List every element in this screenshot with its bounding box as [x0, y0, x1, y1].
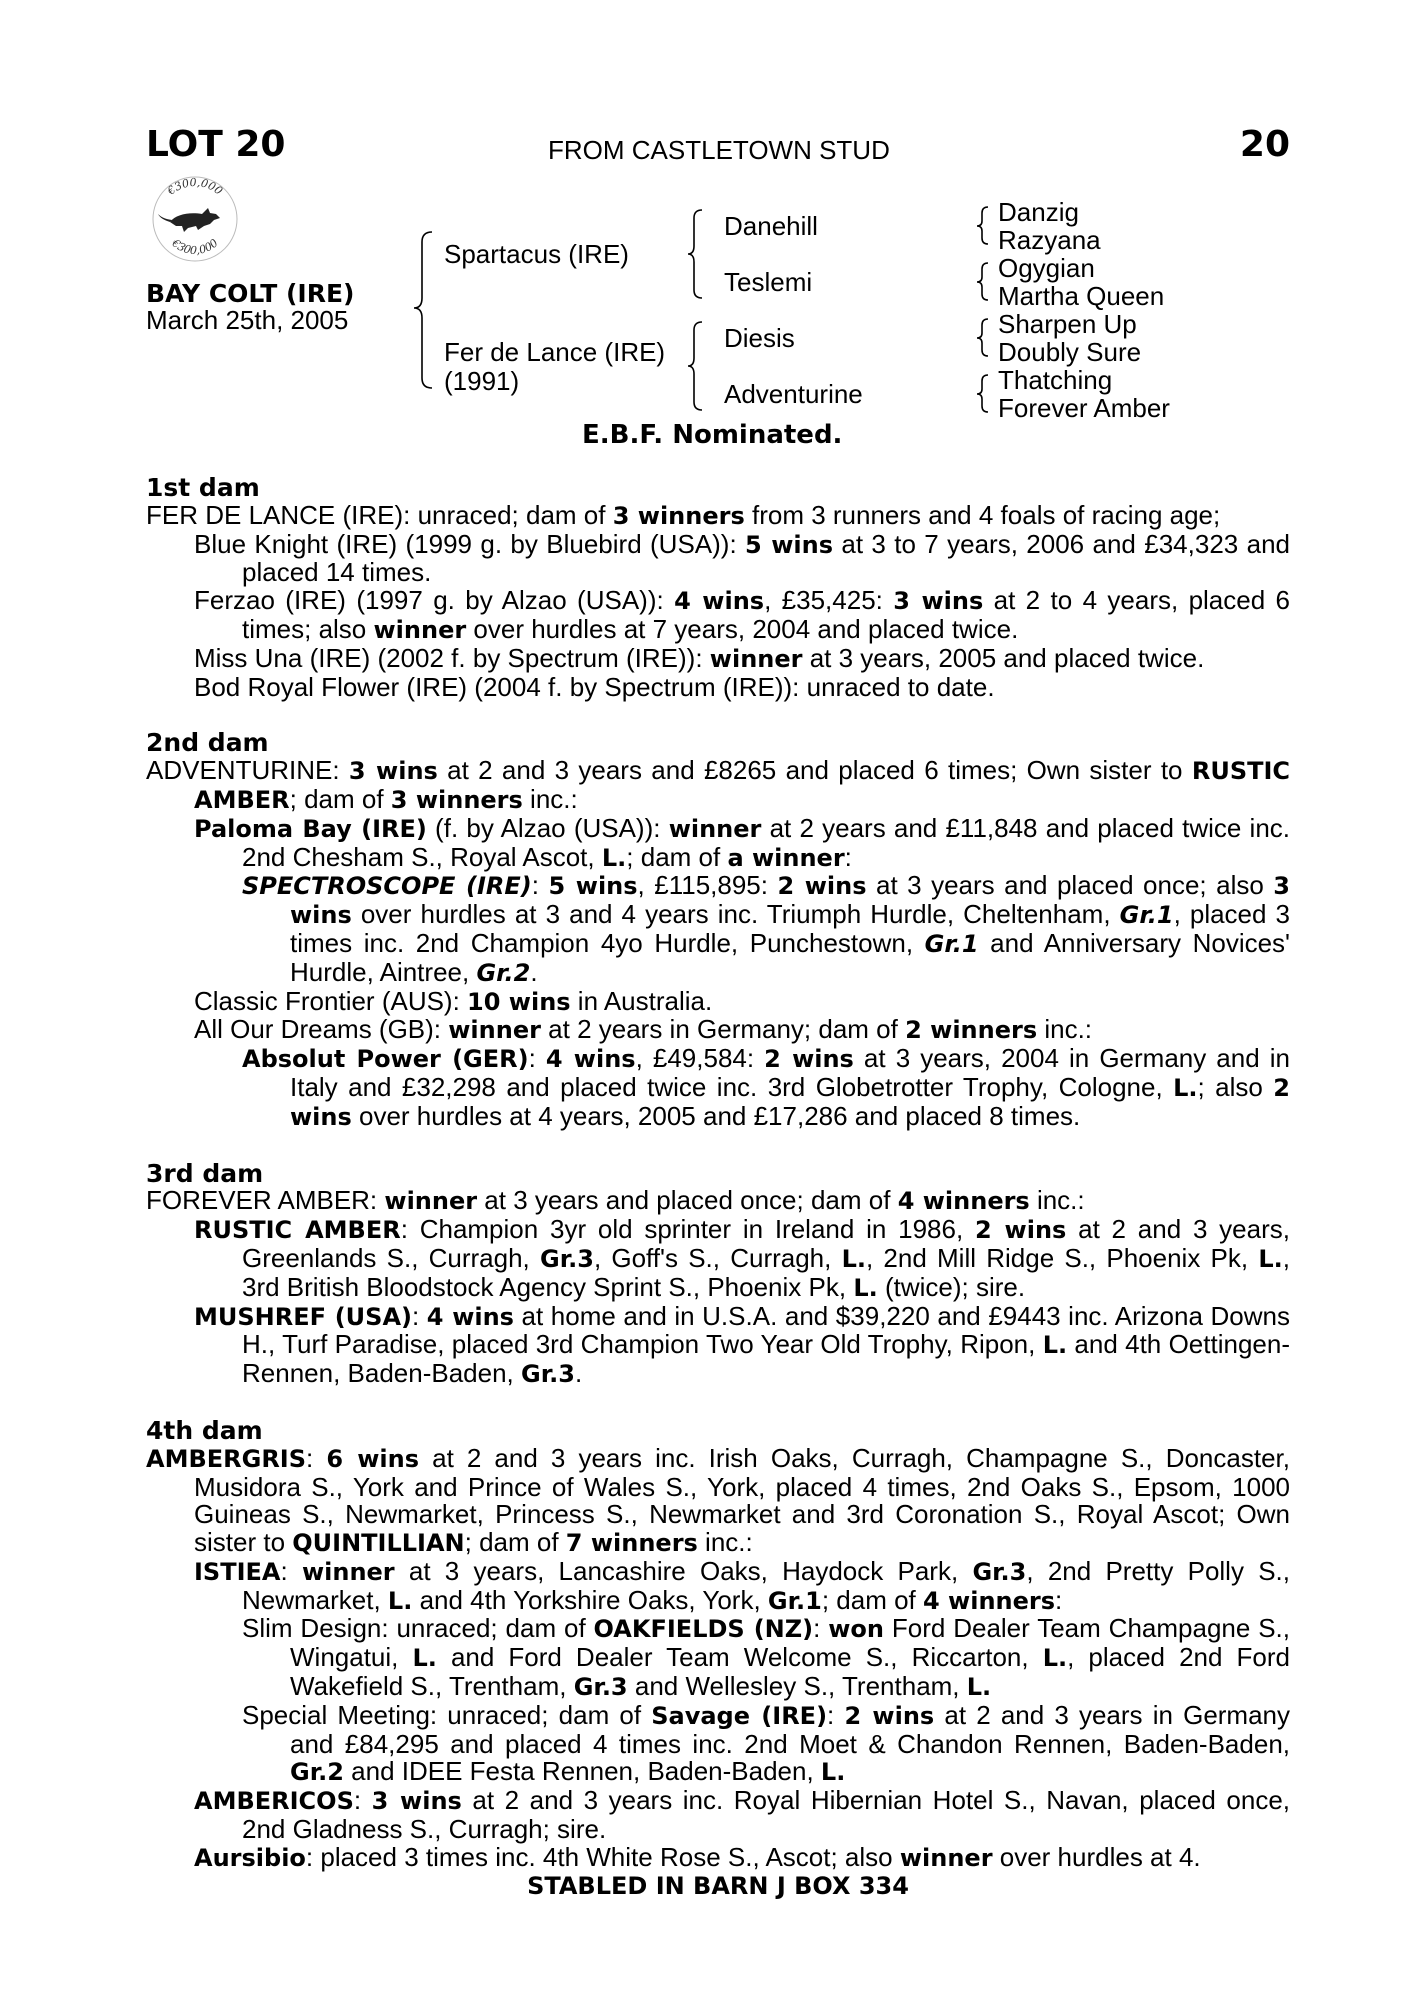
- bold-text: L.: [1042, 1331, 1068, 1360]
- text-run: :: [827, 1699, 845, 1730]
- ggs-6: Doubly Sure: [998, 337, 1142, 367]
- bold-text: 3 wins: [371, 1787, 462, 1816]
- bold-text: AMBERGRIS: [146, 1444, 307, 1473]
- bold-text: 2 wins: [974, 1216, 1067, 1245]
- bold-text: L.: [1258, 1244, 1283, 1273]
- bold-text: L.: [1042, 1644, 1068, 1673]
- produce-entry: [146, 642, 1290, 674]
- text-run: , £115,895:: [637, 870, 778, 901]
- bold-text: Gr.3: [573, 1673, 628, 1702]
- text-run: Classic Frontier (AUS):: [194, 985, 468, 1016]
- text-run: :: [412, 1300, 427, 1331]
- bold-text: Gr.2: [290, 1758, 344, 1787]
- text-run: :: [813, 1613, 829, 1644]
- dam-section: [146, 474, 1290, 701]
- gs-brace-2: [977, 263, 988, 300]
- dam-section: [146, 1160, 1290, 1389]
- bold-text: winner: [448, 1016, 541, 1045]
- bold-text: L.: [966, 1673, 992, 1702]
- text-run: at 2 and 3 years inc. Royal Hibernian Hotel S., Navan, placed once, 2nd Gladness S., Curragh; sire.: [242, 1785, 1291, 1845]
- bold-text: Savage (IRE): [651, 1701, 828, 1730]
- text-run: .: [574, 1358, 583, 1389]
- text-run: .: [530, 956, 538, 987]
- produce-entry: [146, 1555, 1290, 1616]
- text-run: :: [844, 841, 852, 872]
- text-run: over hurdles at 4.: [992, 1841, 1201, 1872]
- sire-brace: [688, 210, 702, 298]
- bold-text: ISTIEA: [194, 1557, 281, 1586]
- text-run: at 3 years and placed once; also: [866, 870, 1274, 901]
- section-heading: 3rd dam: [146, 1158, 264, 1188]
- bold-text: 4 winners: [897, 1187, 1030, 1216]
- bold-text: MUSHREF (USA): [194, 1302, 412, 1331]
- bold-text: Gr.1: [1119, 901, 1174, 930]
- bold-text: L.: [841, 1244, 866, 1273]
- bold-text: 3 wins: [348, 757, 438, 786]
- produce-entry: [146, 528, 1290, 588]
- stabling-footer: STABLED IN BARN J BOX 334: [527, 1871, 909, 1900]
- produce-entry: [146, 1699, 1291, 1787]
- bold-text: Gr.2: [476, 958, 531, 987]
- bold-text: winner: [668, 814, 762, 843]
- bold-text: 5 wins: [548, 872, 638, 901]
- logo-bottom-text: €300,000: [169, 236, 221, 258]
- dam-section: [146, 1417, 1290, 1873]
- bold-text: Gr.1: [767, 1586, 822, 1615]
- text-run: inc.:: [697, 1527, 753, 1558]
- bold-text: RUSTIC AMBER: [194, 757, 1291, 814]
- foaling-date: March 25th, 2005: [146, 305, 349, 335]
- dam-name: Fer de Lance (IRE): [444, 337, 666, 367]
- dam-section: [146, 729, 1290, 1131]
- text-run: inc.:: [522, 783, 578, 814]
- text-run: at 3 years, 2004 in Germany and in Italy and £32,298 and placed twice inc. 3rd Globetrotter Trophy, Cologne,: [290, 1043, 1290, 1102]
- section-heading: 4th dam: [146, 1415, 263, 1445]
- ggs-7: Thatching: [998, 365, 1113, 395]
- horse-title: BAY COLT (IRE): [146, 279, 355, 308]
- text-run: inc.:: [1029, 1185, 1085, 1216]
- text-run: :: [306, 1442, 327, 1473]
- bold-text: 5 wins: [745, 530, 834, 559]
- text-run: Ford Dealer Team Champagne S., Wingatui,: [290, 1613, 1290, 1673]
- bold-text: L.: [1173, 1073, 1198, 1102]
- text-run: from 3 runners and 4 foals of racing age;: [744, 499, 1221, 530]
- text-run: : Champion 3yr old sprinter in Ireland in 1986,: [400, 1214, 975, 1245]
- text-run: over hurdles at 3 and 4 years inc. Triumph Hurdle, Cheltenham,: [351, 899, 1120, 930]
- text-run: , £35,425:: [764, 585, 894, 616]
- bold-text: QUINTILLIAN: [292, 1529, 465, 1558]
- produce-entry: [146, 812, 1290, 873]
- produce-entry: [146, 587, 1290, 645]
- dam-brace: [688, 322, 702, 410]
- text-run: at 2 and 3 years in Germany and £84,295 and placed 4 times inc. 2nd Moet & Chandon Rennen, Baden-Baden,: [290, 1699, 1291, 1759]
- text-run: and Ford Dealer Team Welcome S., Riccarton,: [436, 1642, 1043, 1673]
- lot-label: LOT 20: [146, 124, 286, 165]
- catalogue-body: [146, 474, 1290, 1900]
- text-run: ; dam of: [626, 841, 728, 872]
- bold-text: 3 wins: [893, 587, 984, 616]
- text-run: Ferzao (IRE) (1997 g. by Alzao (USA)):: [194, 585, 675, 616]
- text-run: , placed 2nd Ford Wakefield S., Trentham,: [290, 1642, 1290, 1702]
- text-run: at home and in U.S.A. and $39,220 and £9443 inc. Arizona Downs H., Turf Paradise, placed 3rd Champion Two Year Old Trophy, Ripon,: [242, 1300, 1290, 1360]
- bold-text: 4 winners: [923, 1586, 1056, 1615]
- text-run: :: [280, 1555, 302, 1586]
- bold-text: Paloma Bay (IRE): [194, 814, 427, 843]
- gs-brace-1: [977, 207, 988, 244]
- text-run: and 4th Oettingen-Rennen, Baden-Baden,: [242, 1329, 1290, 1389]
- text-run: at 3 years and placed once; dam of: [477, 1185, 898, 1216]
- ggs-8: Forever Amber: [998, 393, 1170, 423]
- text-run: at 2 to 4 years, placed 6 times; also: [242, 585, 1291, 644]
- sire-name: Spartacus (IRE): [444, 239, 629, 269]
- text-run: , Goff's S., Curragh,: [593, 1242, 842, 1273]
- produce-entry: [146, 1216, 1290, 1302]
- produce-entry: [146, 872, 1290, 987]
- text-run: at 2 years in Germany; dam of: [540, 1014, 906, 1045]
- bold-text: 10 wins: [467, 987, 571, 1016]
- lot-number: 20: [1239, 124, 1290, 165]
- produce-entry: [146, 499, 1290, 531]
- produce-entry: [146, 1300, 1290, 1389]
- text-run: at 3 to 7 years, 2006 and £34,323 and placed 14 times.: [242, 528, 1290, 588]
- main-brace: [414, 232, 432, 388]
- text-run: Special Meeting: unraced; dam of: [242, 1699, 652, 1730]
- bold-text: 7 winners: [565, 1529, 698, 1558]
- section-heading: 2nd dam: [146, 728, 269, 758]
- bold-text: Absolut Power (GER): [242, 1045, 529, 1074]
- produce-entry: [146, 1841, 1290, 1873]
- bold-text: winner: [709, 644, 803, 673]
- bold-text: Gr.3: [540, 1244, 594, 1273]
- text-run: :: [528, 1043, 546, 1074]
- produce-entry: [146, 1016, 1290, 1045]
- text-run: :: [1055, 1584, 1063, 1615]
- text-run: ; dam of: [464, 1527, 566, 1558]
- ebf-nominated: E.B.F. Nominated.: [582, 420, 843, 450]
- produce-entry: [146, 1442, 1290, 1558]
- ggs-1: Danzig: [998, 197, 1079, 227]
- text-run: over hurdles at 4 years, 2005 and £17,286 and placed 8 times.: [351, 1100, 1081, 1131]
- text-run: :: [531, 870, 549, 901]
- text-run: ; also: [1197, 1071, 1274, 1102]
- text-run: at 2 and 3 years and £8265 and placed 6 times; Own sister to: [437, 755, 1192, 786]
- sire-dam: Teslemi: [724, 267, 813, 297]
- produce-entry: [146, 757, 1290, 815]
- text-run: , 3rd British Bloodstock Agency Sprint S., Phoenix Pk,: [242, 1242, 1290, 1302]
- produce-entry: [146, 671, 1290, 702]
- ggs-5: Sharpen Up: [998, 309, 1137, 339]
- text-run: , 2nd Pretty Polly S., Newmarket,: [242, 1555, 1290, 1615]
- bold-text: 2 wins: [844, 1701, 935, 1730]
- ggs-4: Martha Queen: [998, 281, 1165, 311]
- text-run: in Australia.: [570, 985, 713, 1016]
- pedigree-braces: [0, 0, 1428, 440]
- bold-text: Gr.1: [924, 929, 979, 958]
- text-run: at 2 and 3 years, Greenlands S., Curragh,: [242, 1214, 1290, 1273]
- logo-top-text: €300,000: [164, 175, 226, 198]
- bold-text: winner: [301, 1557, 395, 1586]
- bold-text: L.: [387, 1586, 413, 1615]
- produce-entry: [146, 1615, 1290, 1701]
- bold-text: 4 wins: [426, 1302, 514, 1331]
- text-run: and Wellesley S., Trentham,: [627, 1671, 967, 1702]
- section-heading: 1st dam: [146, 473, 260, 502]
- text-run: FOREVER AMBER:: [146, 1185, 385, 1216]
- gs-brace-3: [977, 319, 988, 356]
- ggs-2: Razyana: [998, 225, 1101, 255]
- text-run: Miss Una (IRE) (2002 f. by Spectrum (IRE)):: [194, 642, 710, 673]
- text-run: at 2 and 3 years inc. Irish Oaks, Curragh, Champagne S., Doncaster, Musidora S., York and Prince of Wales S., York, placed 4 times, 2nd Oaks S., Epsom, 1000 Guineas S., Newmarket, Princess S., Newmarket and 3rd Coronation S., Royal Ascot; Own sister to: [194, 1442, 1290, 1558]
- text-run: and 4th Yorkshire Oaks, York,: [412, 1584, 768, 1615]
- vendor-line: FROM CASTLETOWN STUD: [548, 135, 890, 165]
- bold-text: 2 wins: [290, 1073, 1290, 1131]
- text-run: :: [353, 1785, 372, 1816]
- text-run: ADVENTURINE:: [146, 755, 349, 786]
- bold-text: 2 wins: [764, 1045, 854, 1074]
- bold-text: L.: [820, 1758, 846, 1787]
- text-run: (f. by Alzao (USA)):: [426, 812, 669, 843]
- text-run: Slim Design: unraced; dam of: [242, 1613, 594, 1644]
- text-run: All Our Dreams (GB):: [194, 1014, 449, 1045]
- bold-text: SPECTROSCOPE (IRE): [242, 872, 532, 901]
- text-run: ; dam of: [289, 783, 391, 814]
- text-run: (twice); sire.: [877, 1271, 1026, 1302]
- text-run: , £49,584:: [635, 1043, 765, 1074]
- bold-text: winner: [373, 615, 467, 644]
- bold-text: L.: [601, 843, 627, 872]
- text-run: FER DE LANCE (IRE): unraced; dam of: [146, 499, 613, 530]
- text-run: at 2 years and £11,848 and placed twice inc. 2nd Chesham S., Royal Ascot,: [242, 812, 1290, 872]
- text-run: ; dam of: [821, 1584, 923, 1615]
- produce-entry: [146, 1045, 1290, 1131]
- dam-dam: Adventurine: [724, 379, 863, 409]
- ggs-3: Ogygian: [998, 253, 1095, 283]
- text-run: and IDEE Festa Rennen, Baden-Baden,: [343, 1756, 821, 1787]
- bold-text: Gr.3: [972, 1557, 1027, 1586]
- bold-text: winner: [899, 1843, 993, 1872]
- produce-entry: [146, 1787, 1290, 1844]
- bold-text: AMBERICOS: [194, 1787, 354, 1816]
- text-run: at 3 years, 2005 and placed twice.: [802, 642, 1205, 673]
- text-run: at 3 years, Lancashire Oaks, Haydock Park,: [394, 1555, 973, 1586]
- bold-text: 3 wins: [290, 872, 1290, 930]
- bold-text: Aursibio: [194, 1843, 306, 1872]
- text-run: inc.:: [1037, 1014, 1093, 1045]
- bold-text: L.: [853, 1273, 878, 1302]
- bold-text: Gr.3: [521, 1360, 575, 1389]
- text-run: Blue Knight (IRE) (1999 g. by Bluebird (USA)):: [194, 528, 746, 559]
- text-run: over hurdles at 7 years, 2004 and placed twice.: [466, 613, 1019, 644]
- bold-text: winner: [384, 1187, 478, 1216]
- dam-year: (1991): [444, 366, 520, 396]
- text-run: , placed 3 times inc. 2nd Champion 4yo Hurdle, Punchestown,: [290, 899, 1290, 958]
- bold-text: L.: [412, 1644, 437, 1673]
- produce-entry: [146, 985, 1290, 1017]
- sire-sire: Danehill: [724, 211, 818, 241]
- gs-brace-4: [977, 375, 988, 412]
- bold-text: 3 winners: [390, 785, 523, 814]
- bold-text: OAKFIELDS (NZ): [593, 1615, 814, 1644]
- text-run: , 2nd Mill Ridge S., Phoenix Pk,: [866, 1242, 1259, 1273]
- bold-text: 6 wins: [326, 1444, 420, 1473]
- text-run: and Anniversary Novices' Hurdle, Aintree,: [290, 927, 1291, 987]
- text-run: : placed 3 times inc. 4th White Rose S., Ascot; also: [305, 1841, 900, 1872]
- bold-text: a winner: [727, 843, 845, 872]
- bold-text: 2 wins: [777, 872, 867, 901]
- bold-text: 2 winners: [905, 1016, 1038, 1045]
- bold-text: RUSTIC AMBER: [194, 1216, 401, 1245]
- dam-sire: Diesis: [724, 323, 795, 353]
- bold-text: 4 wins: [545, 1045, 636, 1074]
- bold-text: won: [828, 1615, 884, 1644]
- text-run: Bod Royal Flower (IRE) (2004 f. by Spectrum (IRE)): unraced to date.: [194, 671, 995, 702]
- produce-entry: [146, 1187, 1290, 1216]
- bold-text: 4 wins: [674, 587, 765, 616]
- bold-text: 3 winners: [612, 501, 745, 530]
